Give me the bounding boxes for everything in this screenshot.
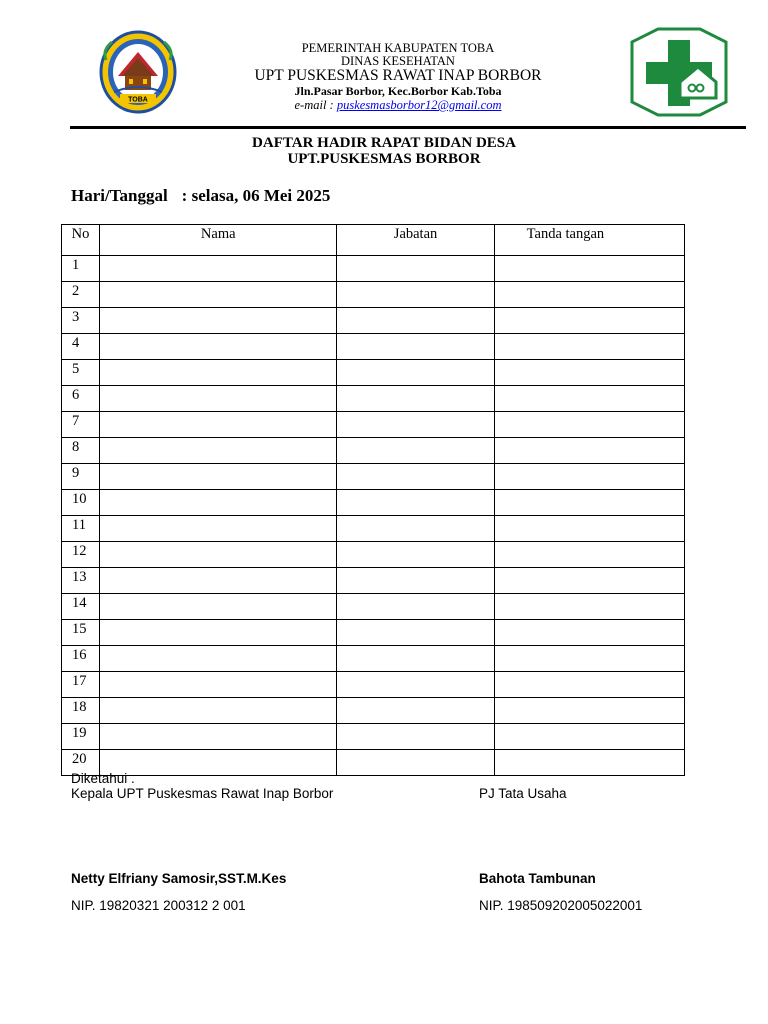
letterhead-address: Jln.Pasar Borbor, Kec.Borbor Kab.Toba (294, 84, 502, 98)
row-nama-cell[interactable] (100, 568, 337, 594)
row-nama-cell[interactable] (100, 542, 337, 568)
row-number: 10 (62, 490, 100, 516)
header-jabatan: Jabatan (337, 225, 494, 256)
row-jabatan-cell[interactable] (337, 568, 494, 594)
row-jabatan-cell[interactable] (337, 646, 494, 672)
row-nama-cell[interactable] (100, 646, 337, 672)
row-number: 17 (62, 672, 100, 698)
row-nama-cell[interactable] (100, 672, 337, 698)
document-title: DAFTAR HADIR RAPAT BIDAN DESA (252, 135, 516, 151)
row-signature-cell[interactable] (494, 438, 684, 464)
row-jabatan-cell[interactable] (337, 620, 494, 646)
table-row (62, 282, 685, 308)
row-nama-cell[interactable] (100, 698, 337, 724)
table-row (62, 438, 685, 464)
left-signatory-title: Kepala UPT Puskesmas Rawat Inap Borbor (71, 786, 334, 801)
left-signatory-name: Netty Elfriany Samosir,SST.M.Kes (71, 871, 287, 886)
header-nama: Nama (100, 225, 337, 256)
row-number: 12 (62, 542, 100, 568)
row-signature-cell[interactable] (494, 594, 684, 620)
table-row (62, 568, 685, 594)
row-number: 18 (62, 698, 100, 724)
row-nama-cell[interactable] (100, 620, 337, 646)
row-signature-cell[interactable] (494, 490, 684, 516)
row-nama-cell[interactable] (100, 360, 337, 386)
row-nama-cell[interactable] (100, 750, 337, 776)
table-header-row (62, 225, 685, 256)
row-number: 8 (62, 438, 100, 464)
row-signature-cell[interactable] (494, 308, 684, 334)
row-number: 6 (62, 386, 100, 412)
row-signature-cell[interactable] (494, 360, 684, 386)
letterhead-department: DINAS KESEHATAN (341, 54, 455, 68)
row-signature-cell[interactable] (494, 516, 684, 542)
letterhead-email-line (150, 98, 646, 113)
row-signature-cell[interactable] (494, 464, 684, 490)
row-signature-cell[interactable] (494, 412, 684, 438)
table-row (62, 334, 685, 360)
table-row (62, 620, 685, 646)
row-nama-cell[interactable] (100, 464, 337, 490)
row-signature-cell[interactable] (494, 542, 684, 568)
row-jabatan-cell[interactable] (337, 282, 494, 308)
row-number: 3 (62, 308, 100, 334)
row-jabatan-cell[interactable] (337, 750, 494, 776)
row-nama-cell[interactable] (100, 308, 337, 334)
row-number: 19 (62, 724, 100, 750)
table-row (62, 490, 685, 516)
row-jabatan-cell[interactable] (337, 360, 494, 386)
row-jabatan-cell[interactable] (337, 256, 494, 282)
row-jabatan-cell[interactable] (337, 412, 494, 438)
table-row (62, 594, 685, 620)
row-signature-cell[interactable] (494, 724, 684, 750)
row-nama-cell[interactable] (100, 334, 337, 360)
row-jabatan-cell[interactable] (337, 308, 494, 334)
row-signature-cell[interactable] (494, 386, 684, 412)
row-number: 1 (62, 256, 100, 282)
email-link[interactable]: puskesmasborbor12@gmail.com (336, 98, 502, 112)
row-number: 5 (62, 360, 100, 386)
row-number: 16 (62, 646, 100, 672)
puskesmas-logo (626, 26, 732, 118)
row-jabatan-cell[interactable] (337, 594, 494, 620)
right-signatory-title: PJ Tata Usaha (479, 786, 567, 801)
row-signature-cell[interactable] (494, 256, 684, 282)
known-label: Diketahui . (71, 771, 135, 786)
table-row (62, 256, 685, 282)
row-number: 15 (62, 620, 100, 646)
right-signatory-nip: NIP. 198509202005022001 (479, 898, 643, 913)
table-row (62, 542, 685, 568)
row-number: 13 (62, 568, 100, 594)
meeting-date-line (71, 186, 330, 206)
header-tanda-tangan: Tanda tangan (494, 225, 684, 256)
row-signature-cell[interactable] (494, 334, 684, 360)
table-row (62, 646, 685, 672)
logo-toba-text: TOBA (128, 96, 148, 104)
row-nama-cell[interactable] (100, 438, 337, 464)
right-signatory-name: Bahota Tambunan (479, 871, 596, 886)
row-jabatan-cell[interactable] (337, 672, 494, 698)
row-signature-cell[interactable] (494, 646, 684, 672)
row-number: 2 (62, 282, 100, 308)
table-row (62, 386, 685, 412)
row-number: 9 (62, 464, 100, 490)
table-row (62, 308, 685, 334)
row-nama-cell[interactable] (100, 490, 337, 516)
table-row (62, 724, 685, 750)
row-nama-cell[interactable] (100, 516, 337, 542)
row-jabatan-cell[interactable] (337, 698, 494, 724)
row-number: 20 (62, 750, 100, 776)
date-value: : selasa, 06 Mei 2025 (181, 186, 331, 205)
row-signature-cell[interactable] (494, 698, 684, 724)
letterhead-institution: UPT PUSKESMAS RAWAT INAP BORBOR (254, 67, 542, 84)
row-number: 7 (62, 412, 100, 438)
row-jabatan-cell[interactable] (337, 724, 494, 750)
document-subtitle: UPT.PUSKESMAS BORBOR (287, 151, 481, 167)
row-signature-cell[interactable] (494, 282, 684, 308)
date-label: Hari/Tanggal (71, 186, 168, 205)
row-signature-cell[interactable] (494, 672, 684, 698)
row-nama-cell[interactable] (100, 594, 337, 620)
table-row (62, 464, 685, 490)
row-nama-cell[interactable] (100, 412, 337, 438)
table-row (62, 750, 685, 776)
row-signature-cell[interactable] (494, 620, 684, 646)
row-jabatan-cell[interactable] (337, 516, 494, 542)
row-jabatan-cell[interactable] (337, 386, 494, 412)
row-jabatan-cell[interactable] (337, 334, 494, 360)
left-signatory-nip: NIP. 19820321 200312 2 001 (71, 898, 246, 913)
row-number: 11 (62, 516, 100, 542)
row-nama-cell[interactable] (100, 256, 337, 282)
row-nama-cell[interactable] (100, 386, 337, 412)
row-jabatan-cell[interactable] (337, 542, 494, 568)
attendance-table (61, 224, 685, 776)
row-jabatan-cell[interactable] (337, 490, 494, 516)
row-number: 4 (62, 334, 100, 360)
table-row (62, 672, 685, 698)
header-no: No (62, 225, 100, 256)
row-jabatan-cell[interactable] (337, 438, 494, 464)
table-row (62, 412, 685, 438)
row-signature-cell[interactable] (494, 568, 684, 594)
letterhead-government: PEMERINTAH KABUPATEN TOBA (301, 41, 495, 55)
table-row (62, 516, 685, 542)
table-row (62, 698, 685, 724)
row-nama-cell[interactable] (100, 282, 337, 308)
row-jabatan-cell[interactable] (337, 464, 494, 490)
row-signature-cell[interactable] (494, 750, 684, 776)
row-number: 14 (62, 594, 100, 620)
row-nama-cell[interactable] (100, 724, 337, 750)
table-row (62, 360, 685, 386)
email-label: e-mail : (294, 98, 337, 112)
letterhead-divider (70, 126, 746, 129)
